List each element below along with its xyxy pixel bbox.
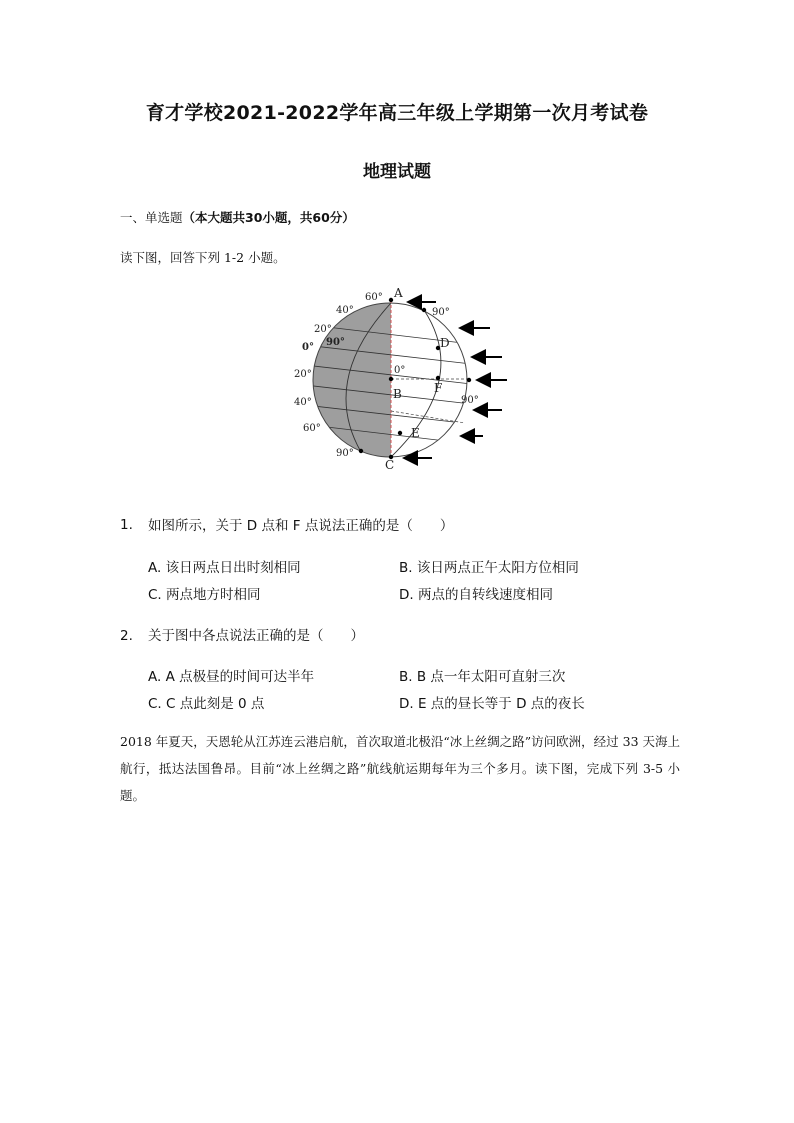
- question-1-option-c[interactable]: C. 两点地方时相同: [148, 587, 261, 603]
- label-d: D: [440, 336, 450, 350]
- label-lat20-bottom: 20°: [294, 369, 312, 380]
- question-2: [120, 625, 133, 644]
- question-1-option-d[interactable]: D. 两点的自转线速度相同: [399, 587, 553, 603]
- point-e: [398, 431, 402, 435]
- label-ninety-bottom: 90°: [336, 448, 354, 459]
- label-zero-center: 0°: [394, 365, 406, 376]
- section-heading: [120, 208, 355, 226]
- page-title: 育才学校2021-2022学年高三年级上学期第一次月考试卷: [145, 102, 649, 124]
- label-lat20-top: 20°: [314, 324, 332, 335]
- label-lat40-top: 40°: [336, 305, 354, 316]
- globe-figure: [290, 282, 520, 472]
- label-a: A: [394, 286, 403, 300]
- point-90-right: [467, 378, 471, 382]
- label-c: C: [385, 458, 395, 472]
- label-ninety-topright: 90°: [432, 307, 450, 318]
- point-a: [389, 298, 393, 302]
- point-b: [389, 377, 393, 381]
- question-2-option-d[interactable]: D. E 点的昼长等于 D 点的夜长: [399, 696, 585, 712]
- label-e: E: [411, 426, 420, 440]
- question-1-option-b[interactable]: B. 该日两点正午太阳方位相同: [399, 560, 579, 576]
- section-note: （本大题共30小题，共60分）: [182, 210, 355, 225]
- label-ninety-right: 90°: [461, 395, 479, 406]
- label-lat40-bottom: 40°: [294, 397, 312, 408]
- label-f: F: [434, 381, 443, 395]
- label-b: B: [393, 387, 402, 401]
- label-lat60-top: 60°: [365, 292, 383, 303]
- question-2-option-b[interactable]: B. B 点一年太阳可直射三次: [399, 669, 566, 685]
- label-ninety-left: 90°: [326, 337, 345, 348]
- point-f: [436, 376, 440, 380]
- question-number: 2.: [120, 628, 133, 644]
- question-1: [120, 514, 133, 533]
- label-lat60-bottom: 60°: [303, 423, 321, 434]
- label-zero-left: 0°: [302, 342, 314, 353]
- point-90-bottom: [359, 449, 363, 453]
- section-label: 一、单选题: [120, 210, 183, 225]
- question-2-option-a[interactable]: A. A 点极昼的时间可达半年: [148, 669, 315, 685]
- intro-text: 读下图，回答下列 1-2 小题。: [120, 250, 286, 265]
- question-2-option-c[interactable]: C. C 点此刻是 0 点: [148, 696, 265, 712]
- question-2-text: 关于图中各点说法正确的是（ ）: [148, 628, 364, 644]
- question-1-text: 如图所示，关于 D 点和 F 点说法正确的是（ ）: [148, 518, 454, 534]
- passage-text: 2018 年夏天，天恩轮从江苏连云港启航，首次取道北极沿“冰上丝绸之路”访问欧洲，经过 33 天海上航行，抵达法国鲁昂。目前“冰上丝绸之路”航线航运期每年为三个多月。读下图，完成下列 3-5 小题。: [120, 734, 680, 803]
- question-1-option-a[interactable]: A. 该日两点日出时刻相同: [148, 560, 301, 576]
- question-number: 1.: [120, 517, 133, 533]
- page-subtitle: 地理试题: [363, 162, 431, 182]
- point-90-top: [422, 308, 426, 312]
